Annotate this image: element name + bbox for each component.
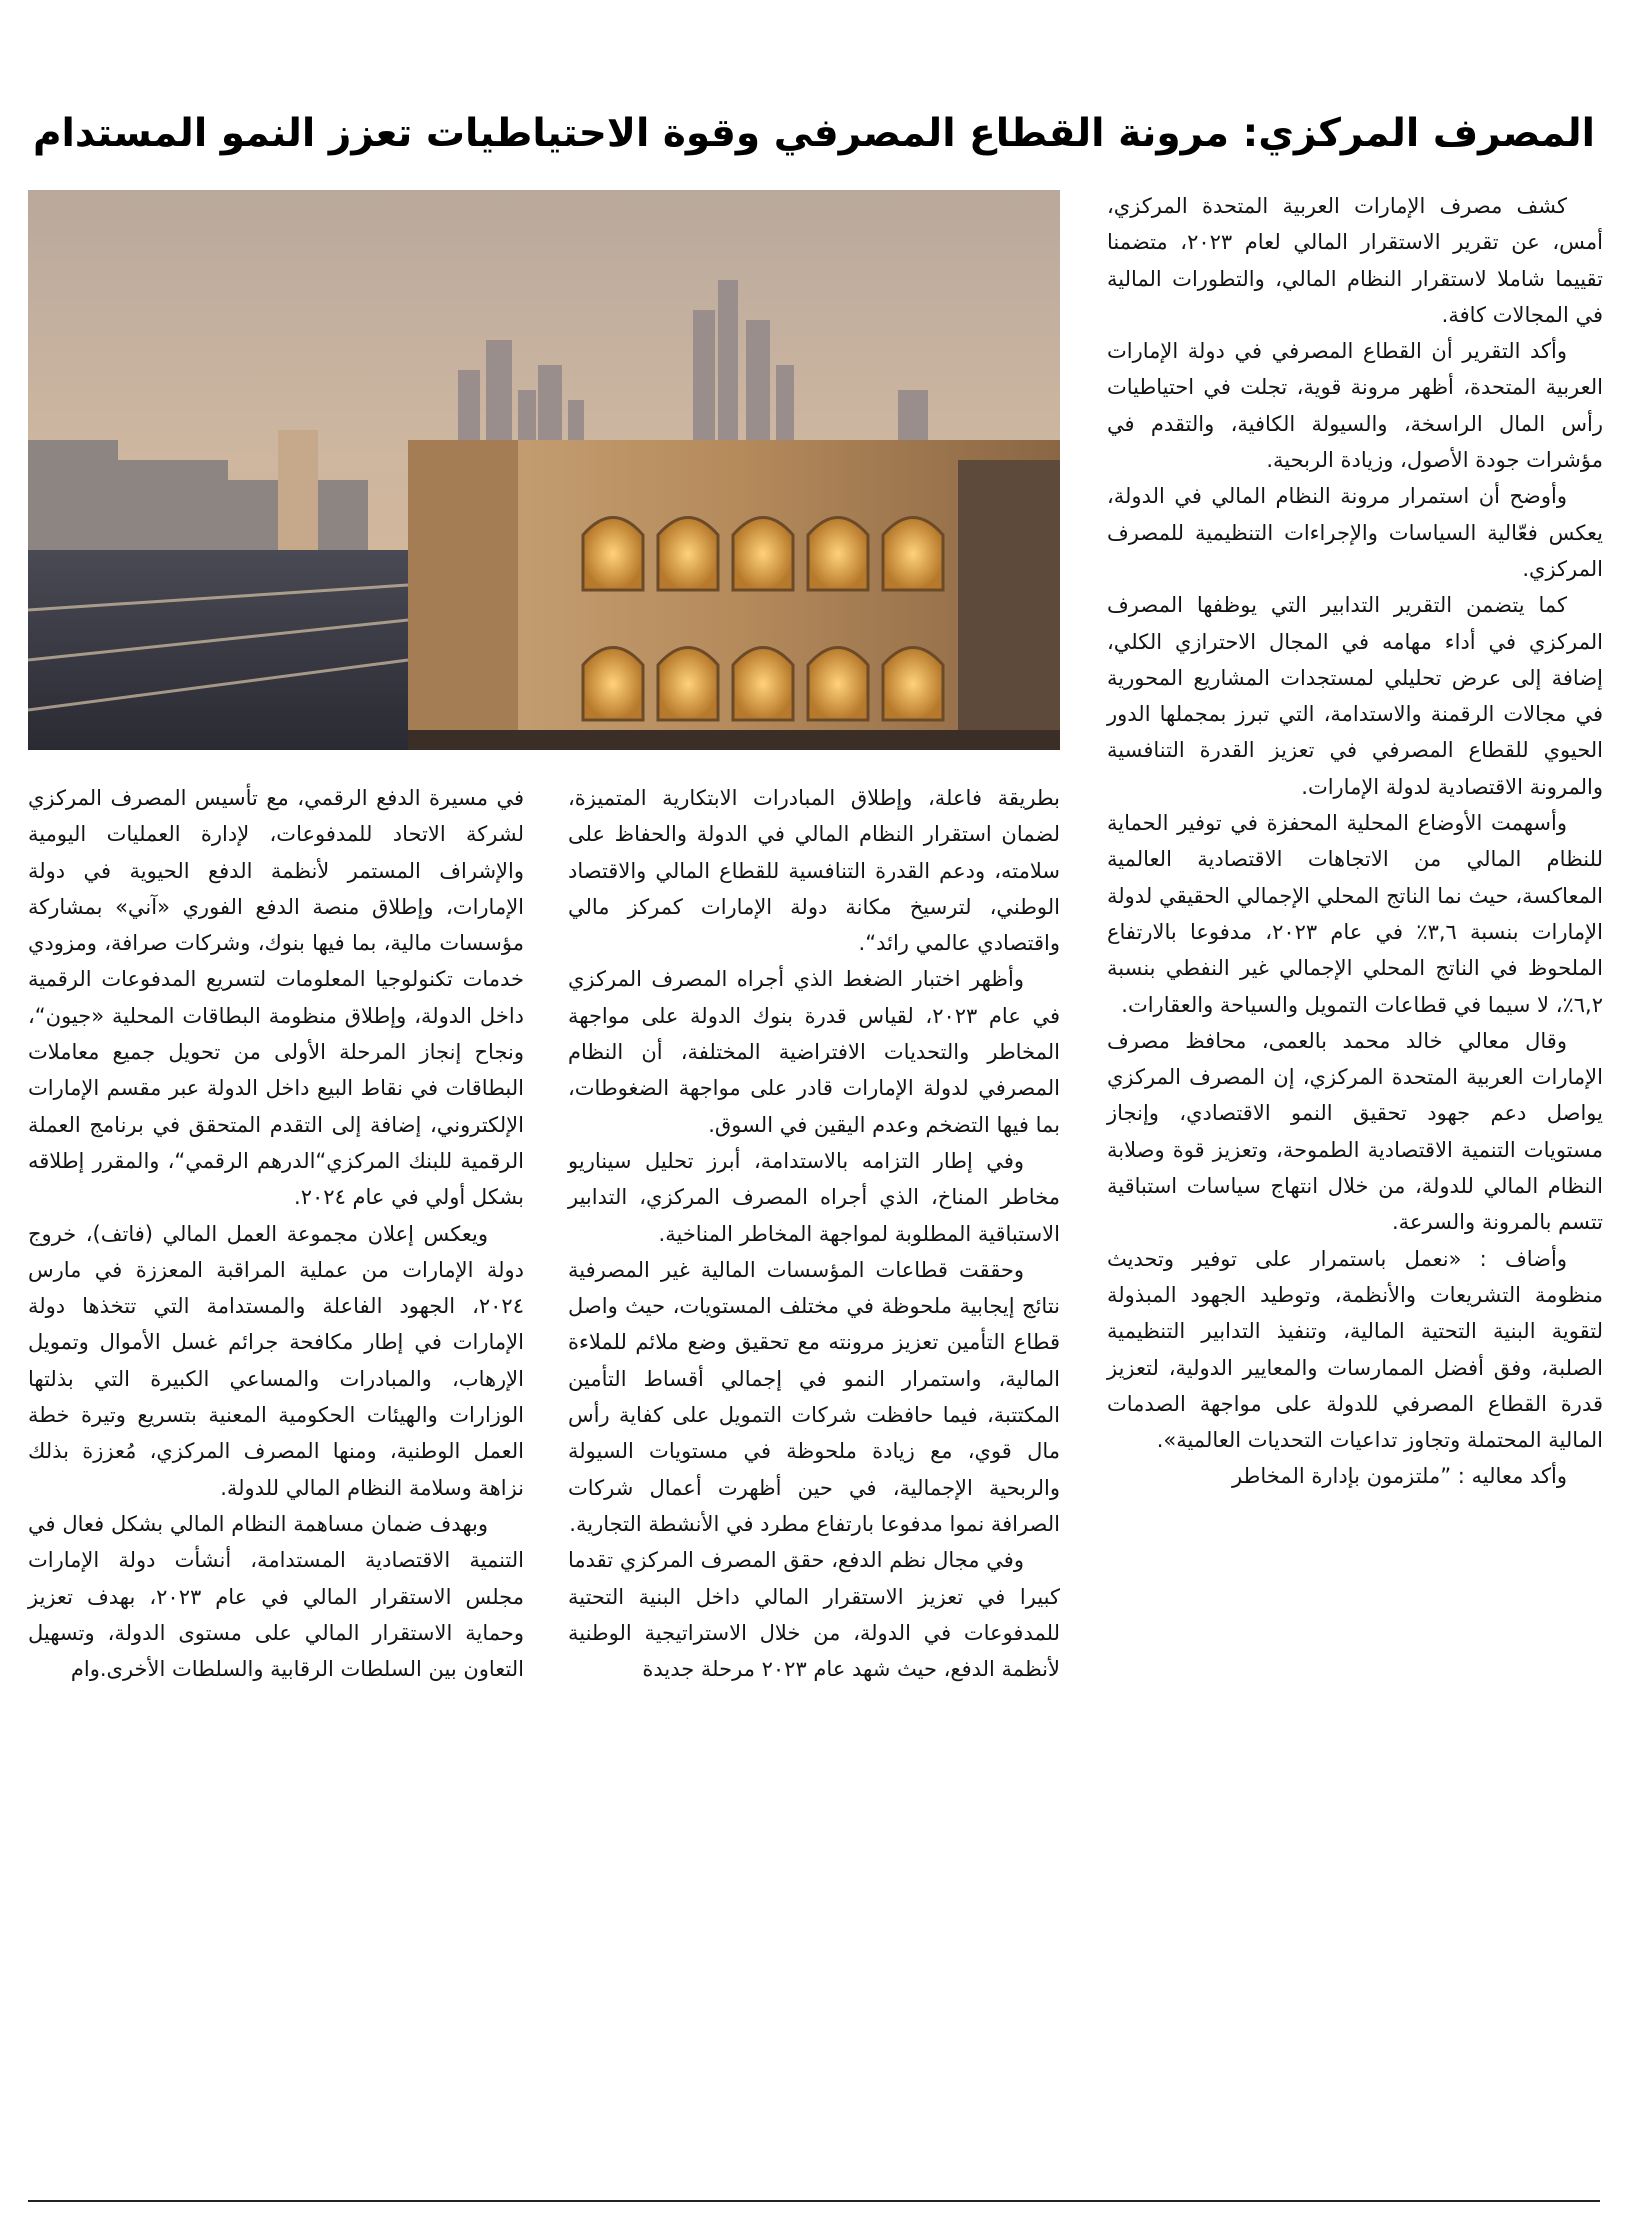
paragraph: كشف مصرف الإمارات العربية المتحدة المركزي، أمس، عن تقرير الاستقرار المالي لعام ٢٠٢٣، متضمنا تقييما شاملا لاستقرار النظام المالي، والتطورات المالية في المجالات كافة. xyxy=(1107,194,1603,327)
paragraph: وأوضح أن استمرار مرونة النظام المالي في الدولة، يعكس فعّالية السياسات والإجراءات التنظيمية للمصرف المركزي. xyxy=(1107,484,1603,581)
paragraph: وأكد التقرير أن القطاع المصرفي في دولة الإمارات العربية المتحدة، أظهر مرونة قوية، تجلت في احتياطيات رأس المال الراسخة، والسيولة الكافية، والتقدم في مؤشرات جودة الأصول، وزيادة الربحية. xyxy=(1107,339,1603,473)
paragraph: وحققت قطاعات المؤسسات المالية غير المصرفية نتائج إيجابية ملحوظة في مختلف المستويات، حيث واصل قطاع التأمين تعزيز مرونته مع تحقيق وضع ملائم للملاءة المالية، واستمرار النمو في إجمالي أقساط التأمين المكتتبة، فيما حافظت شركات التمويل على كفاية رأس مال قوي، مع زيادة ملحوظة في مستويات السيولة والربحية الإجمالية، في حين أظهرت أعمال شركات الصرافة نموا مدفوعا بارتفاع مطرد في الأنشطة التجارية. xyxy=(568,1257,1060,1536)
article-column-middle xyxy=(568,780,1060,2138)
paragraph: وأسهمت الأوضاع المحلية المحفزة في توفير الحماية للنظام المالي من الاتجاهات الاقتصادية العالمية المعاكسة، حيث نما الناتج المحلي الإجمالي الحقيقي لدولة الإمارات بنسبة ٣,٦٪ في عام ٢٠٢٣، مدفوعا بالارتفاع الملحوظ في الناتج المحلي الإجمالي غير النفطي بنسبة ٦,٢٪، لا سيما في قطاعات التمويل والسياحة والعقارات. xyxy=(1107,811,1603,1017)
article-column-right xyxy=(1107,188,1603,2138)
paragraph: في مسيرة الدفع الرقمي، مع تأسيس المصرف المركزي لشركة الاتحاد للمدفوعات، لإدارة العمليات اليومية والإشراف المستمر لأنظمة الدفع الحيوية في دولة الإمارات، وإطلاق منصة الدفع الفوري «آني» بمشاركة مؤسسات مالية، بما فيها بنوك، وشركات صرافة، ومزودي خدمات تكنولوجيا المعلومات لتسريع المدفوعات الرقمية داخل الدولة، وإطلاق منظومة البطاقات المحلية «جيون“، ونجاح إنجاز المرحلة الأولى من تحويل جميع معاملات البطاقات في نقاط البيع داخل الدولة عبر مقسم الإمارات الإلكتروني، إضافة إلى التقدم المتحقق في برنامج العملة الرقمية للبنك المركزي“الدرهم الرقمي“، والمقرر إطلاقه بشكل أولي في عام ٢٠٢٤. xyxy=(28,786,524,1210)
paragraph: ويعكس إعلان مجموعة العمل المالي (فاتف)، خروج دولة الإمارات من عملية المراقبة المعززة في مارس ٢٠٢٤، الجهود الفاعلة والمستدامة التي تتخذها دولة الإمارات في إطار مكافحة جرائم غسل الأموال وتمويل الإرهاب، والمبادرات والمساعي الكبيرة التي بذلتها الوزارات والهيئات الحكومية المعنية بتسريع وتيرة خطة العمل الوطنية، ومنها المصرف المركزي، مُعززة بذلك نزاهة وسلامة النظام المالي للدولة. xyxy=(28,1221,524,1500)
paragraph: وأضاف : «نعمل باستمرار على توفير وتحديث منظومة التشريعات والأنظمة، وتوطيد الجهود المبذولة لتقوية البنية التحتية المالية، وتنفيذ التدابير التنظيمية الصلبة، وفق أفضل الممارسات والمعايير الدولية، لتعزيز قدرة القطاع المصرفي للدولة على مواجهة الصدمات المالية المحتملة وتجاوز تداعيات التحديات العالمية». xyxy=(1107,1246,1603,1453)
article-headline: المصرف المركزي: مرونة القطاع المصرفي وقوة الاحتياطيات تعزز النمو المستدام xyxy=(32,111,1596,157)
paragraph: وأظهر اختبار الضغط الذي أجراه المصرف المركزي في عام ٢٠٢٣، لقياس قدرة بنوك الدولة على مواجهة المخاطر والتحديات الافتراضية المختلفة، أن النظام المصرفي لدولة الإمارات قادر على مواجهة الضغوطات، بما فيها التضخم وعدم اليقين في السوق. xyxy=(568,967,1060,1137)
paragraph: بطريقة فاعلة، وإطلاق المبادرات الابتكارية المتميزة، لضمان استقرار النظام المالي في الدولة والحفاظ على سلامته، ودعم القدرة التنافسية للقطاع المالي والاقتصاد الوطني، لترسيخ مكانة دولة الإمارات كمركز مالي واقتصادي عالمي رائد“. xyxy=(568,786,1060,956)
paragraph: وأكد معاليه : ”ملتزمون بإدارة المخاطر xyxy=(1232,1464,1567,1489)
article-column-left xyxy=(28,780,524,2138)
central-bank-building-photo xyxy=(28,190,1060,750)
paragraph: وقال معالي خالد محمد بالعمى، محافظ مصرف الإمارات العربية المتحدة المركزي، إن المصرف المركزي يواصل دعم جهود تحقيق النمو الاقتصادي، وإنجاز مستويات التنمية الاقتصادية الطموحة، وتعزيز قوة وصلابة النظام المالي للدولة، من خلال انتهاج سياسات استباقية تتسم بالمرونة والسرعة. xyxy=(1107,1028,1603,1235)
paragraph: كما يتضمن التقرير التدابير التي يوظفها المصرف المركزي في أداء مهامه في المجال الاحترازي الكلي، إضافة إلى عرض تحليلي لمستجدات المشاريع المحورية في مجالات الرقمنة والاستدامة، التي تبرز بمجملها الدور الحيوي للقطاع المصرفي في تعزيز القدرة التنافسية والمرونة الاقتصادية لدولة الإمارات. xyxy=(1107,593,1603,799)
paragraph: وفي مجال نظم الدفع، حقق المصرف المركزي تقدما كبيرا في تعزيز الاستقرار المالي داخل البنية التحتية للمدفوعات في الدولة، من خلال الاستراتيجية الوطنية لأنظمة الدفع، حيث شهد عام ٢٠٢٣ مرحلة جديدة xyxy=(568,1548,1060,1682)
article-photo xyxy=(28,190,1060,750)
bottom-divider xyxy=(28,2200,1600,2202)
paragraph: وفي إطار التزامه بالاستدامة، أبرز تحليل سيناريو مخاطر المناخ، الذي أجراه المصرف المركزي، التدابير الاستباقية المطلوبة لمواجهة المخاطر المناخية. xyxy=(568,1148,1060,1246)
paragraph: وبهدف ضمان مساهمة النظام المالي بشكل فعال في التنمية الاقتصادية المستدامة، أنشأت دولة الإمارات مجلس الاستقرار المالي في عام ٢٠٢٣، بهدف تعزيز وحماية الاستقرار المالي على مستوى الدولة، وتسهيل التعاون بين السلطات الرقابية والسلطات الأخرى.وام xyxy=(28,1511,524,1682)
